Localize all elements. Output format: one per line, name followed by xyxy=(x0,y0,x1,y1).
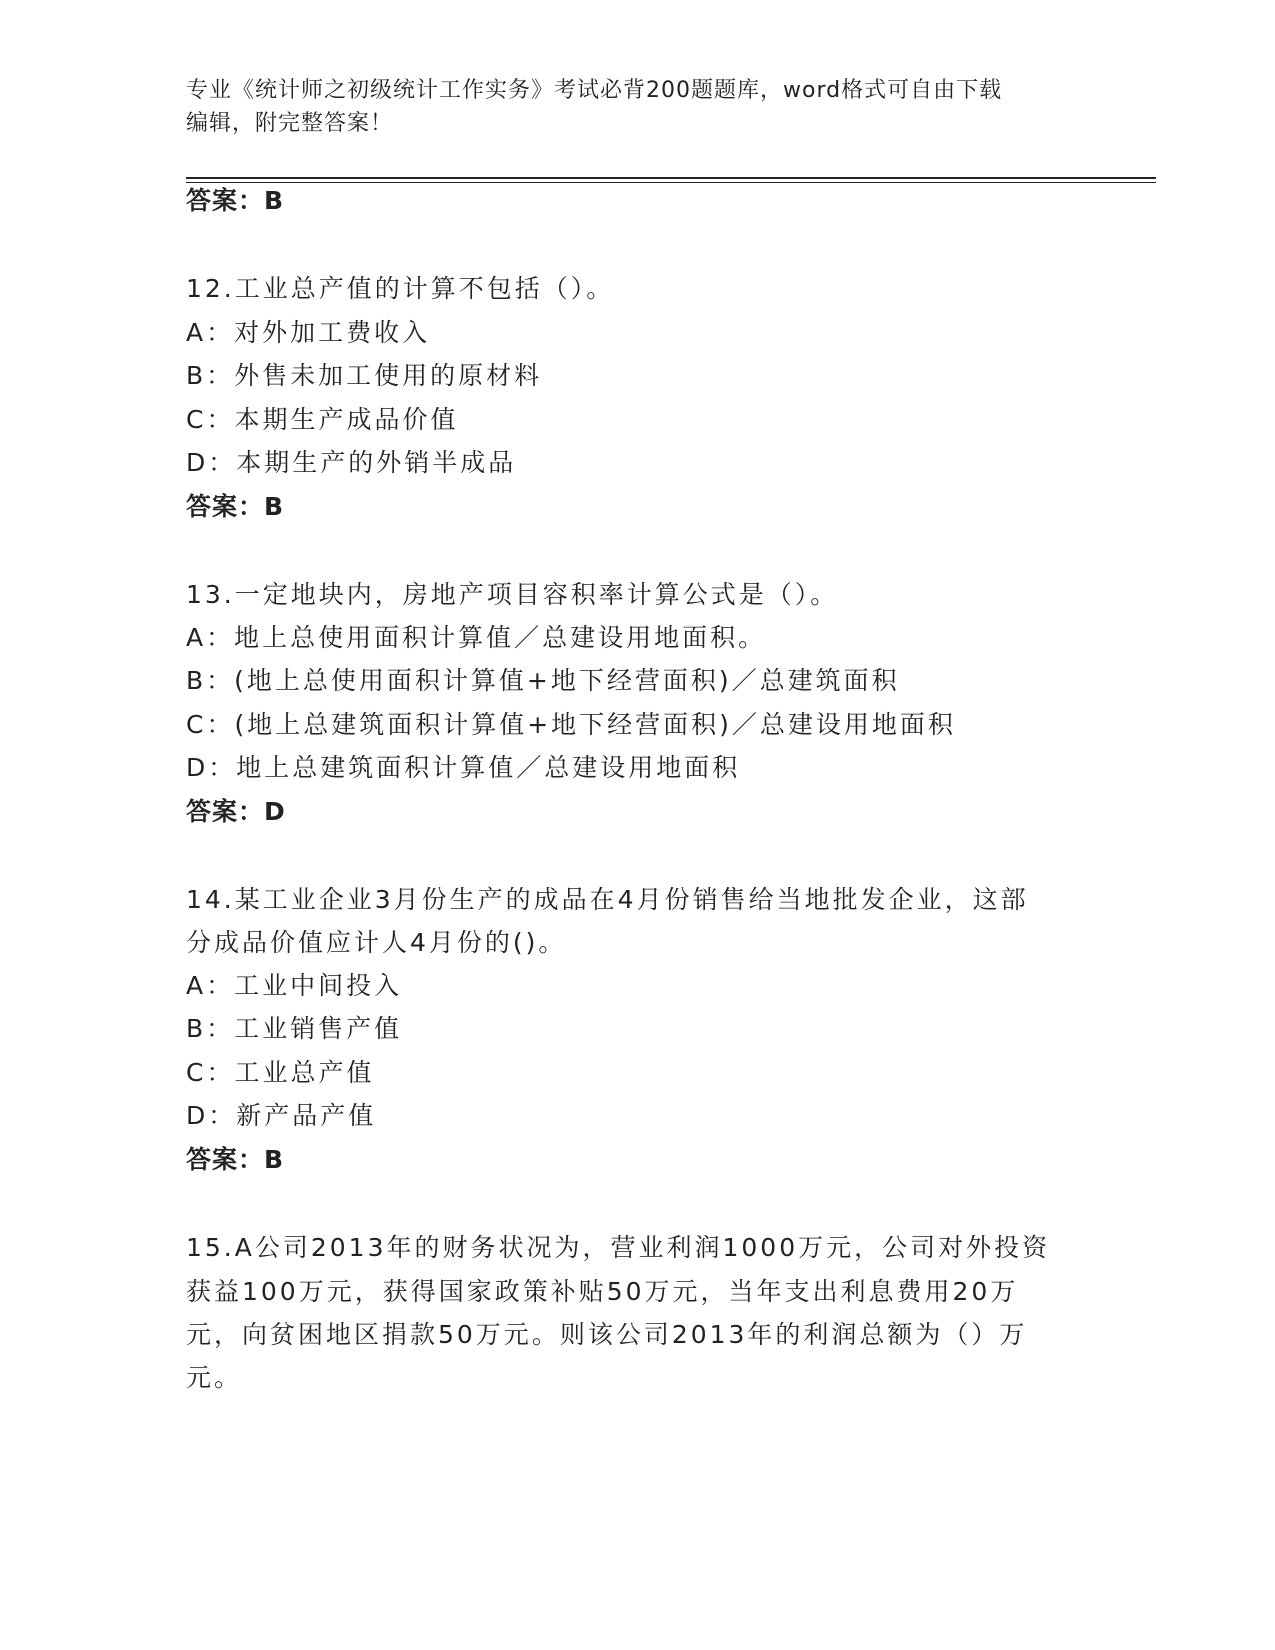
header-line-1: 专业《统计师之初级统计工作实务》考试必背200题题库，word格式可自由下载 xyxy=(186,78,1003,103)
question-15-stem-line-2: 获益100万元，获得国家政策补贴50万元，当年支出利息费用20万 xyxy=(186,1277,1019,1306)
question-12-option-d: D：本期生产的外销半成品 xyxy=(186,448,517,477)
question-14-stem-line-1: 14.某工业企业3月份生产的成品在4月份销售给当地批发企业，这部 xyxy=(186,885,1029,914)
question-13-answer: 答案：D xyxy=(186,797,286,826)
answer-previous: 答案：B xyxy=(186,186,285,215)
question-13-option-d: D：地上总建筑面积计算值／总建设用地面积 xyxy=(186,753,741,782)
question-12-option-c: C：本期生产成品价值 xyxy=(186,405,459,434)
header-divider-thick xyxy=(186,177,1156,179)
question-13-option-c: C：(地上总建筑面积计算值+地下经营面积)／总建设用地面积 xyxy=(186,710,956,739)
header-divider-thin xyxy=(186,182,1156,183)
question-13-option-b: B：(地上总使用面积计算值+地下经营面积)／总建筑面积 xyxy=(186,666,900,695)
question-14-answer: 答案：B xyxy=(186,1145,285,1174)
question-14-option-b: B：工业销售产值 xyxy=(186,1014,403,1043)
header-line-2: 编辑，附完整答案！ xyxy=(186,111,394,136)
document-header xyxy=(186,74,1086,140)
question-15-stem-line-1: 15.A公司2013年的财务状况为，营业利润1000万元，公司对外投资 xyxy=(186,1233,1051,1262)
question-15-stem-line-4: 元。 xyxy=(186,1363,243,1392)
question-14-stem-line-2: 分成品价值应计人4月份的()。 xyxy=(186,928,567,957)
question-14-option-a: A：工业中间投入 xyxy=(186,971,403,1000)
question-14-option-d: D：新产品产值 xyxy=(186,1101,377,1130)
question-12-option-b: B：外售未加工使用的原材料 xyxy=(186,361,543,390)
question-12-stem: 12.工业总产值的计算不包括（）。 xyxy=(186,274,615,303)
question-12-answer: 答案：B xyxy=(186,492,285,521)
question-13-option-a: A：地上总使用面积计算值／总建设用地面积。 xyxy=(186,623,767,652)
question-14-option-c: C：工业总产值 xyxy=(186,1058,375,1087)
question-12-option-a: A：对外加工费收入 xyxy=(186,318,431,347)
document-page xyxy=(186,0,1156,1650)
question-15-stem-line-3: 元，向贫困地区捐款50万元。则该公司2013年的利润总额为（）万 xyxy=(186,1320,1028,1349)
question-13-stem: 13.一定地块内，房地产项目容积率计算公式是（）。 xyxy=(186,580,839,609)
